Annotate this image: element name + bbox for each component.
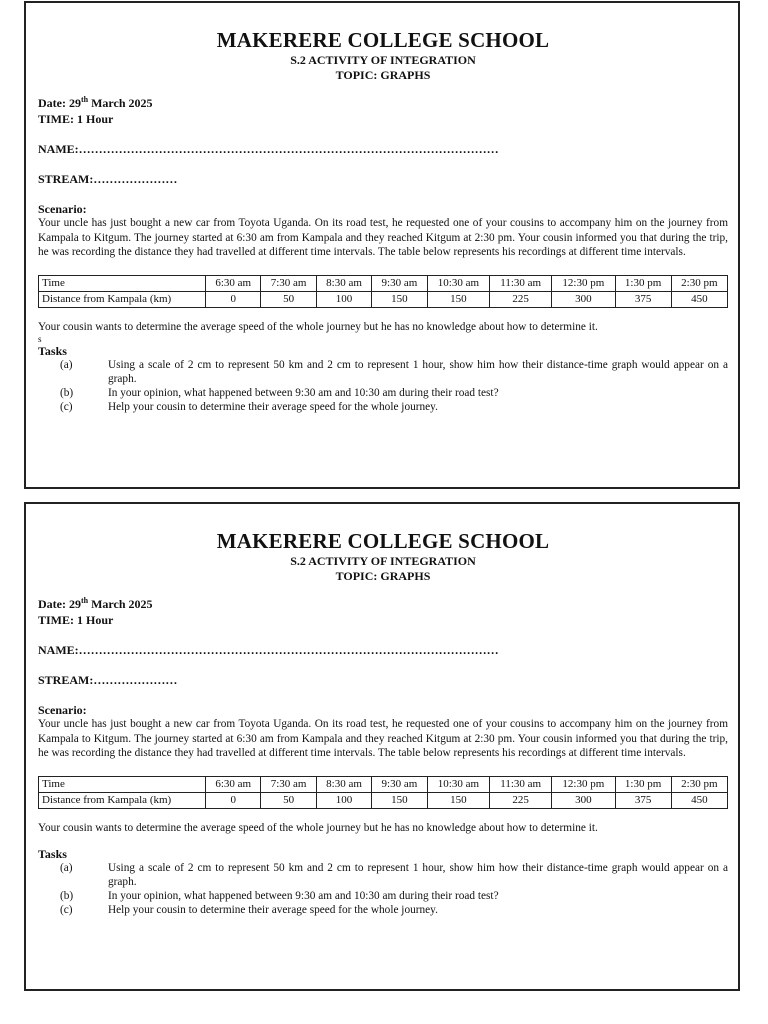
tasks-title: Tasks (38, 343, 67, 358)
distance-cell: 375 (615, 792, 671, 808)
time-cell: 12:30 pm (552, 275, 615, 291)
time-distance-table (38, 275, 728, 308)
task-label: (a) (60, 861, 73, 874)
task-text: Help your cousin to determine their average speed for the whole journey. (108, 400, 438, 413)
date-line (38, 593, 728, 612)
time-cell: 7:30 am (261, 275, 316, 291)
time-cell: 2:30 pm (671, 776, 727, 792)
scenario-title: Scenario: (38, 703, 87, 717)
task-label: (b) (60, 386, 74, 399)
date-prefix: Date: 29 (38, 597, 81, 611)
topic-title: TOPIC: GRAPHS (335, 569, 431, 583)
time-cell: 9:30 am (372, 776, 427, 792)
time-cell: 6:30 am (206, 776, 261, 792)
scenario-title: Scenario: (38, 202, 87, 216)
task-item (38, 358, 728, 386)
activity-title: S.2 ACTIVITY OF INTEGRATION (290, 53, 476, 67)
task-item (38, 889, 728, 903)
time-cell: 9:30 am (372, 275, 427, 291)
worksheet-1 (24, 1, 740, 489)
stream-field-line: STREAM:………………… (38, 673, 178, 687)
school-name: MAKERERE COLLEGE SCHOOL (216, 28, 550, 52)
time-cell: 8:30 am (316, 776, 371, 792)
task-label: (b) (60, 889, 74, 902)
time-cell: 11:30 am (490, 776, 552, 792)
distance-cell: 300 (552, 792, 615, 808)
distance-cell: 0 (206, 792, 261, 808)
distance-cell: 300 (552, 291, 615, 307)
stray-mark: s (38, 333, 42, 344)
task-label: (c) (60, 903, 73, 916)
distance-cell: 225 (490, 792, 552, 808)
time-line: TIME: 1 Hour (38, 613, 114, 627)
task-item (38, 400, 728, 414)
distance-cell: 150 (427, 792, 490, 808)
distance-cell: 0 (206, 291, 261, 307)
time-cell: 12:30 pm (552, 776, 615, 792)
task-text: Using a scale of 2 cm to represent 50 km and 2 cm to represent 1 hour, show him how their distance-time graph would appear on a graph. (108, 861, 728, 888)
scenario-text: Your uncle has just bought a new car from Toyota Uganda. On its road test, he requested one of your cousins to accompany him on the journey from Kampala to Kitgum. The journey started at 6:30 am from Kampala and they reached Kitgum at 2:30 pm. Your cousin informed you that during the trip, he was recording the distance they had travelled at different time intervals. The table below represents his recordings at different time intervals. (38, 217, 728, 258)
time-cell: 11:30 am (490, 275, 552, 291)
time-cell: 10:30 am (427, 275, 490, 291)
task-text: Help your cousin to determine their average speed for the whole journey. (108, 903, 438, 916)
stream-field-line: STREAM:………………… (38, 172, 178, 186)
prompt-text: Your cousin wants to determine the average speed of the whole journey but he has no knowledge about how to determine it. (38, 821, 598, 834)
row-label-time: Time (39, 776, 206, 792)
task-item (38, 861, 728, 889)
school-name: MAKERERE COLLEGE SCHOOL (216, 529, 550, 553)
task-text: In your opinion, what happened between 9:30 am and 10:30 am during their road test? (108, 889, 499, 902)
table-row-time (39, 275, 728, 291)
prompt-text: Your cousin wants to determine the average speed of the whole journey but he has no knowledge about how to determine it. (38, 320, 598, 333)
distance-cell: 50 (261, 792, 316, 808)
time-cell: 1:30 pm (615, 275, 671, 291)
activity-title: S.2 ACTIVITY OF INTEGRATION (290, 554, 476, 568)
topic-title: TOPIC: GRAPHS (335, 68, 431, 82)
distance-cell: 150 (372, 291, 427, 307)
worksheet-2 (24, 502, 740, 991)
name-field-line: NAME:…………………………………………………………………………………………… (38, 643, 499, 657)
time-cell: 8:30 am (316, 275, 371, 291)
row-label-distance: Distance from Kampala (km) (39, 291, 206, 307)
row-label-time: Time (39, 275, 206, 291)
distance-cell: 150 (427, 291, 490, 307)
distance-cell: 50 (261, 291, 316, 307)
distance-cell: 225 (490, 291, 552, 307)
table-row-distance (39, 291, 728, 307)
date-line (38, 92, 728, 111)
distance-cell: 375 (615, 291, 671, 307)
date-suffix: March 2025 (88, 96, 153, 110)
date-ordinal: th (80, 596, 89, 605)
time-cell: 7:30 am (261, 776, 316, 792)
time-distance-table (38, 776, 728, 809)
task-item (38, 386, 728, 400)
scenario-text: Your uncle has just bought a new car from Toyota Uganda. On its road test, he requested one of your cousins to accompany him on the journey from Kampala to Kitgum. The journey started at 6:30 am from Kampala and they reached Kitgum at 2:30 pm. Your cousin informed you that during the trip, he was recording the distance they had travelled at different time intervals. The table below represents his recordings at different time intervals. (38, 718, 728, 759)
date-prefix: Date: 29 (38, 96, 81, 110)
tasks-title: Tasks (38, 846, 67, 861)
distance-cell: 450 (671, 792, 727, 808)
task-label: (a) (60, 358, 73, 371)
date-suffix: March 2025 (88, 597, 153, 611)
distance-cell: 100 (316, 792, 371, 808)
task-text: Using a scale of 2 cm to represent 50 km and 2 cm to represent 1 hour, show him how their distance-time graph would appear on a graph. (108, 358, 728, 385)
task-label: (c) (60, 400, 73, 413)
time-cell: 10:30 am (427, 776, 490, 792)
distance-cell: 100 (316, 291, 371, 307)
task-text: In your opinion, what happened between 9:30 am and 10:30 am during their road test? (108, 386, 499, 399)
distance-cell: 450 (671, 291, 727, 307)
name-field-line: NAME:…………………………………………………………………………………………… (38, 142, 499, 156)
row-label-distance: Distance from Kampala (km) (39, 792, 206, 808)
time-cell: 2:30 pm (671, 275, 727, 291)
date-ordinal: th (80, 95, 89, 104)
task-item (38, 903, 728, 917)
distance-cell: 150 (372, 792, 427, 808)
table-row-distance (39, 792, 728, 808)
time-cell: 6:30 am (206, 275, 261, 291)
time-cell: 1:30 pm (615, 776, 671, 792)
table-row-time (39, 776, 728, 792)
time-line: TIME: 1 Hour (38, 112, 114, 126)
